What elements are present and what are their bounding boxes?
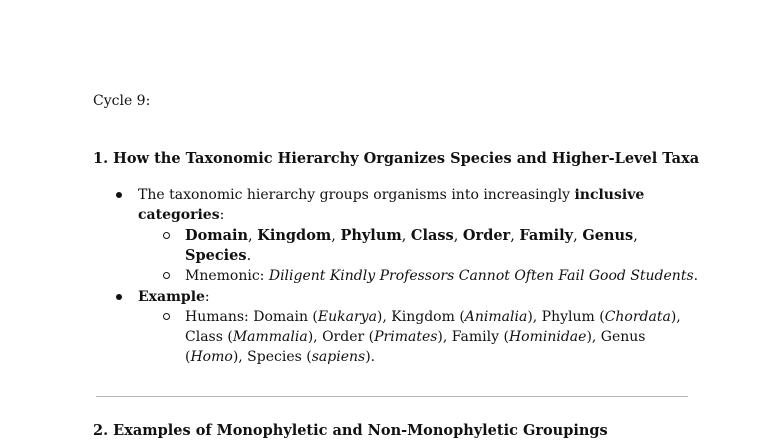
bullet-1-line-1: The taxonomic hierarchy groups organisms into increasingly inclusive	[138, 187, 645, 203]
bullet-1-line-2: categories:	[138, 207, 225, 223]
horizontal-divider	[96, 396, 688, 397]
example-label-line: Example:	[138, 289, 210, 305]
sub-bullet-circle	[163, 232, 170, 239]
bullet-dot	[116, 294, 122, 300]
sub-bullet-circle	[163, 313, 170, 320]
taxonomic-ranks-line-1: Domain, Kingdom, Phylum, Class, Order, Family, Genus,	[185, 227, 638, 244]
cycle-label: Cycle 9:	[93, 93, 151, 109]
sub-bullet-circle	[163, 272, 170, 279]
example-line-3: (Homo), Species (sapiens).	[185, 349, 376, 365]
bullet-dot	[116, 192, 122, 198]
section-2-heading: 2. Examples of Monophyletic and Non-Monophyletic Groupings	[93, 422, 608, 439]
example-line-2: Class (Mammalia), Order (Primates), Family (Hominidae), Genus	[185, 329, 646, 345]
section-1-heading: 1. How the Taxonomic Hierarchy Organizes Species and Higher-Level Taxa	[93, 150, 700, 167]
taxonomic-ranks-line-2: Species.	[185, 247, 252, 264]
mnemonic-line: Mnemonic: Diligent Kindly Professors Cannot Often Fail Good Students.	[185, 268, 699, 284]
example-line-1: Humans: Domain (Eukarya), Kingdom (Animalia), Phylum (Chordata),	[185, 309, 681, 325]
